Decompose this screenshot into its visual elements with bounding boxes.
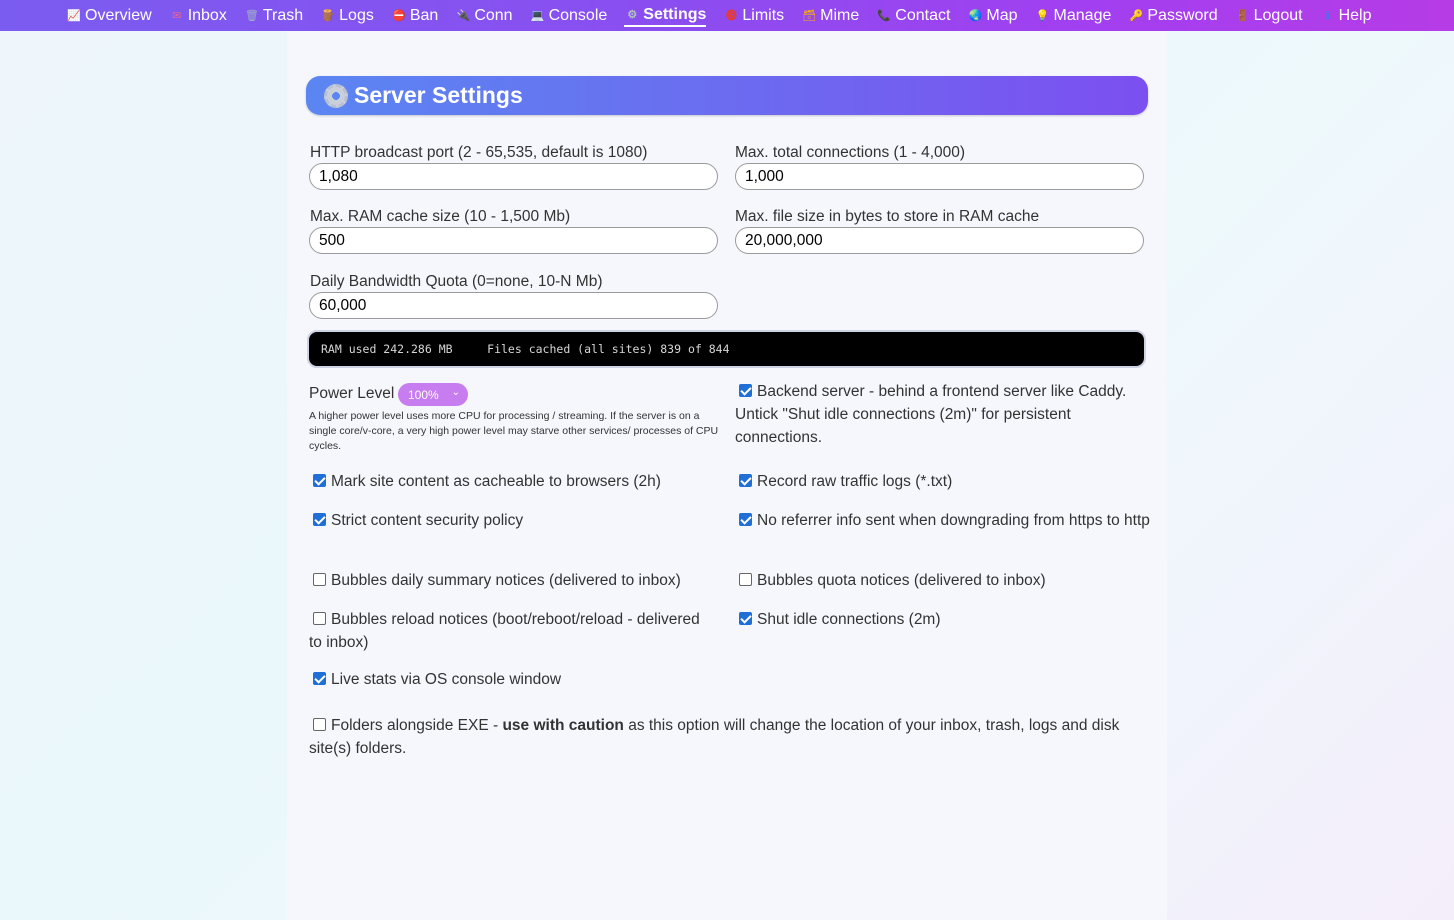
nav-item-trash[interactable] (244, 5, 303, 27)
globe-icon: 🌏 (968, 9, 983, 22)
console-icon: 💻 (530, 9, 545, 22)
settings-gear-icon: ⚙ (627, 8, 638, 21)
folders-exe-label-end: as this option will change the location of your inbox, trash, logs and disk site(s) folders. (309, 717, 1120, 757)
nav-item-label: Password (1147, 6, 1218, 24)
daily-summary-option-label: Bubbles daily summary notices (delivered to inbox) (331, 572, 681, 589)
max-connections-label: Max. total connections (1 - 4,000) (735, 144, 966, 161)
nav-item-mime[interactable] (801, 5, 859, 27)
quota-notices-checkbox[interactable] (739, 573, 752, 586)
settings-panel (287, 31, 1167, 920)
daily-summary-checkbox[interactable] (313, 573, 326, 586)
nav-item-limits[interactable] (723, 5, 784, 27)
nav-item-label: Help (1338, 6, 1372, 24)
nav-item-label: Console (548, 6, 608, 24)
nav-item-contact[interactable] (876, 5, 950, 27)
raw-logs-option (735, 470, 1150, 493)
cacheable-option (309, 470, 724, 493)
bandwidth-quota-input[interactable] (309, 292, 718, 319)
logs-icon: 🪵 (321, 9, 335, 22)
shut-idle-option (735, 608, 1150, 631)
info-icon: ℹ (1325, 9, 1330, 22)
max-file-size-input[interactable] (735, 227, 1144, 254)
folders-exe-label-start: Folders alongside EXE - (331, 717, 503, 734)
backend-option-label: Backend server - behind a frontend server like Caddy. Untick "Shut idle connections (2m)" for persistent connections. (735, 383, 1127, 446)
chevron-down-icon: ⌄ (451, 387, 460, 398)
reload-notices-checkbox[interactable] (313, 612, 326, 625)
nav-item-label: Logs (339, 6, 374, 24)
caution-text: use with caution (502, 717, 624, 734)
quota-notices-option-label: Bubbles quota notices (delivered to inbox) (757, 572, 1046, 589)
limits-icon: ⓲ (725, 9, 737, 22)
chart-icon: 📈 (67, 9, 81, 22)
no-referrer-option (735, 509, 1150, 532)
nav-item-label: Logout (1253, 6, 1303, 24)
raw-logs-checkbox[interactable] (739, 474, 752, 487)
cacheable-checkbox[interactable] (313, 474, 326, 487)
quota-notices-option (735, 569, 1150, 592)
power-level-label: Power Level (309, 385, 395, 402)
raw-logs-option-label: Record raw traffic logs (*.txt) (757, 473, 953, 490)
nav-item-label: Ban (409, 6, 439, 24)
live-stats-option (309, 668, 724, 691)
door-icon: 🚪 (1235, 9, 1250, 22)
top-navigation-bar (0, 0, 1454, 31)
nav-item-overview[interactable] (66, 5, 152, 27)
nav-item-logs[interactable] (320, 5, 374, 27)
csp-checkbox[interactable] (313, 513, 326, 526)
settings-gear-icon (324, 84, 348, 108)
power-level-note: A higher power level uses more CPU for processing / streaming. If the server is on a single core/v-core, a very high power level may starve other services/ processes of CPU cycles. (309, 410, 719, 452)
nav-item-password[interactable] (1128, 5, 1217, 27)
inbox-icon: ✉ (172, 9, 182, 22)
key-icon: 🔑 (1129, 9, 1144, 22)
csp-option-label: Strict content security policy (331, 512, 524, 529)
nav-item-label: Manage (1053, 6, 1112, 24)
bandwidth-quota-label: Daily Bandwidth Quota (0=none, 10-N Mb) (310, 273, 603, 290)
backend-checkbox[interactable] (739, 384, 752, 397)
page-title: Server Settings (354, 82, 523, 108)
nav-item-map[interactable] (967, 5, 1017, 27)
http-port-input[interactable] (309, 163, 718, 190)
max-file-size-label: Max. file size in bytes to store in RAM cache (735, 208, 1040, 225)
csp-option (309, 509, 724, 532)
reload-notices-option-label: Bubbles reload notices (boot/reboot/reload - delivered to inbox) (309, 611, 700, 651)
nav-item-logout[interactable] (1235, 5, 1303, 27)
section-header (306, 76, 1148, 115)
reload-notices-option (309, 608, 704, 654)
nav-item-ban[interactable] (391, 5, 438, 27)
live-stats-option-label: Live stats via OS console window (331, 671, 562, 688)
nav-item-label: Mime (820, 6, 860, 24)
live-stats-checkbox[interactable] (313, 672, 326, 685)
nav-item-label: Map (986, 6, 1018, 24)
nav-item-label: Settings (643, 5, 707, 23)
nav-item-help[interactable] (1320, 5, 1372, 27)
http-port-label: HTTP broadcast port (2 - 65,535, default is 1080) (310, 144, 648, 161)
nav-item-label: Contact (895, 6, 951, 24)
ram-cache-input[interactable] (309, 227, 718, 254)
nav-item-settings[interactable] (624, 5, 706, 27)
connection-icon: 🔌 (456, 9, 471, 22)
trash-icon: 🗑 (244, 9, 259, 22)
no-referrer-option-label: No referrer info sent when downgrading from https to http (757, 512, 1150, 529)
folders-exe-option (309, 714, 1139, 760)
nav-item-label: Conn (474, 6, 513, 24)
nav-item-conn[interactable] (455, 5, 512, 27)
backend-option (735, 380, 1150, 449)
ban-icon: ⛔ (391, 9, 406, 22)
nav-item-label: Inbox (187, 6, 227, 24)
phone-icon: 📞 (877, 9, 892, 22)
nav-item-label: Limits (742, 6, 785, 24)
mime-icon: 🗃 (802, 9, 817, 22)
nav-item-manage[interactable] (1035, 5, 1112, 27)
nav-item-console[interactable] (530, 5, 608, 27)
shut-idle-checkbox[interactable] (739, 612, 752, 625)
nav-item-label: Trash (262, 6, 304, 24)
lightbulb-icon: 💡 (1035, 9, 1050, 22)
console-status-readout: RAM used 242.286 MB Files cached (all sites) 839 of 844 (307, 330, 1146, 368)
ram-cache-label: Max. RAM cache size (10 - 1,500 Mb) (310, 208, 571, 225)
power-level-value: 100% (408, 387, 439, 402)
power-level-select[interactable] (398, 383, 468, 406)
no-referrer-checkbox[interactable] (739, 513, 752, 526)
nav-item-inbox[interactable] (169, 5, 227, 27)
max-connections-input[interactable] (735, 163, 1144, 190)
nav-item-label: Overview (85, 6, 152, 24)
folders-exe-checkbox[interactable] (313, 718, 326, 731)
daily-summary-option (309, 569, 724, 592)
cacheable-option-label: Mark site content as cacheable to browsers (2h) (331, 473, 661, 490)
shut-idle-option-label: Shut idle connections (2m) (757, 611, 941, 628)
